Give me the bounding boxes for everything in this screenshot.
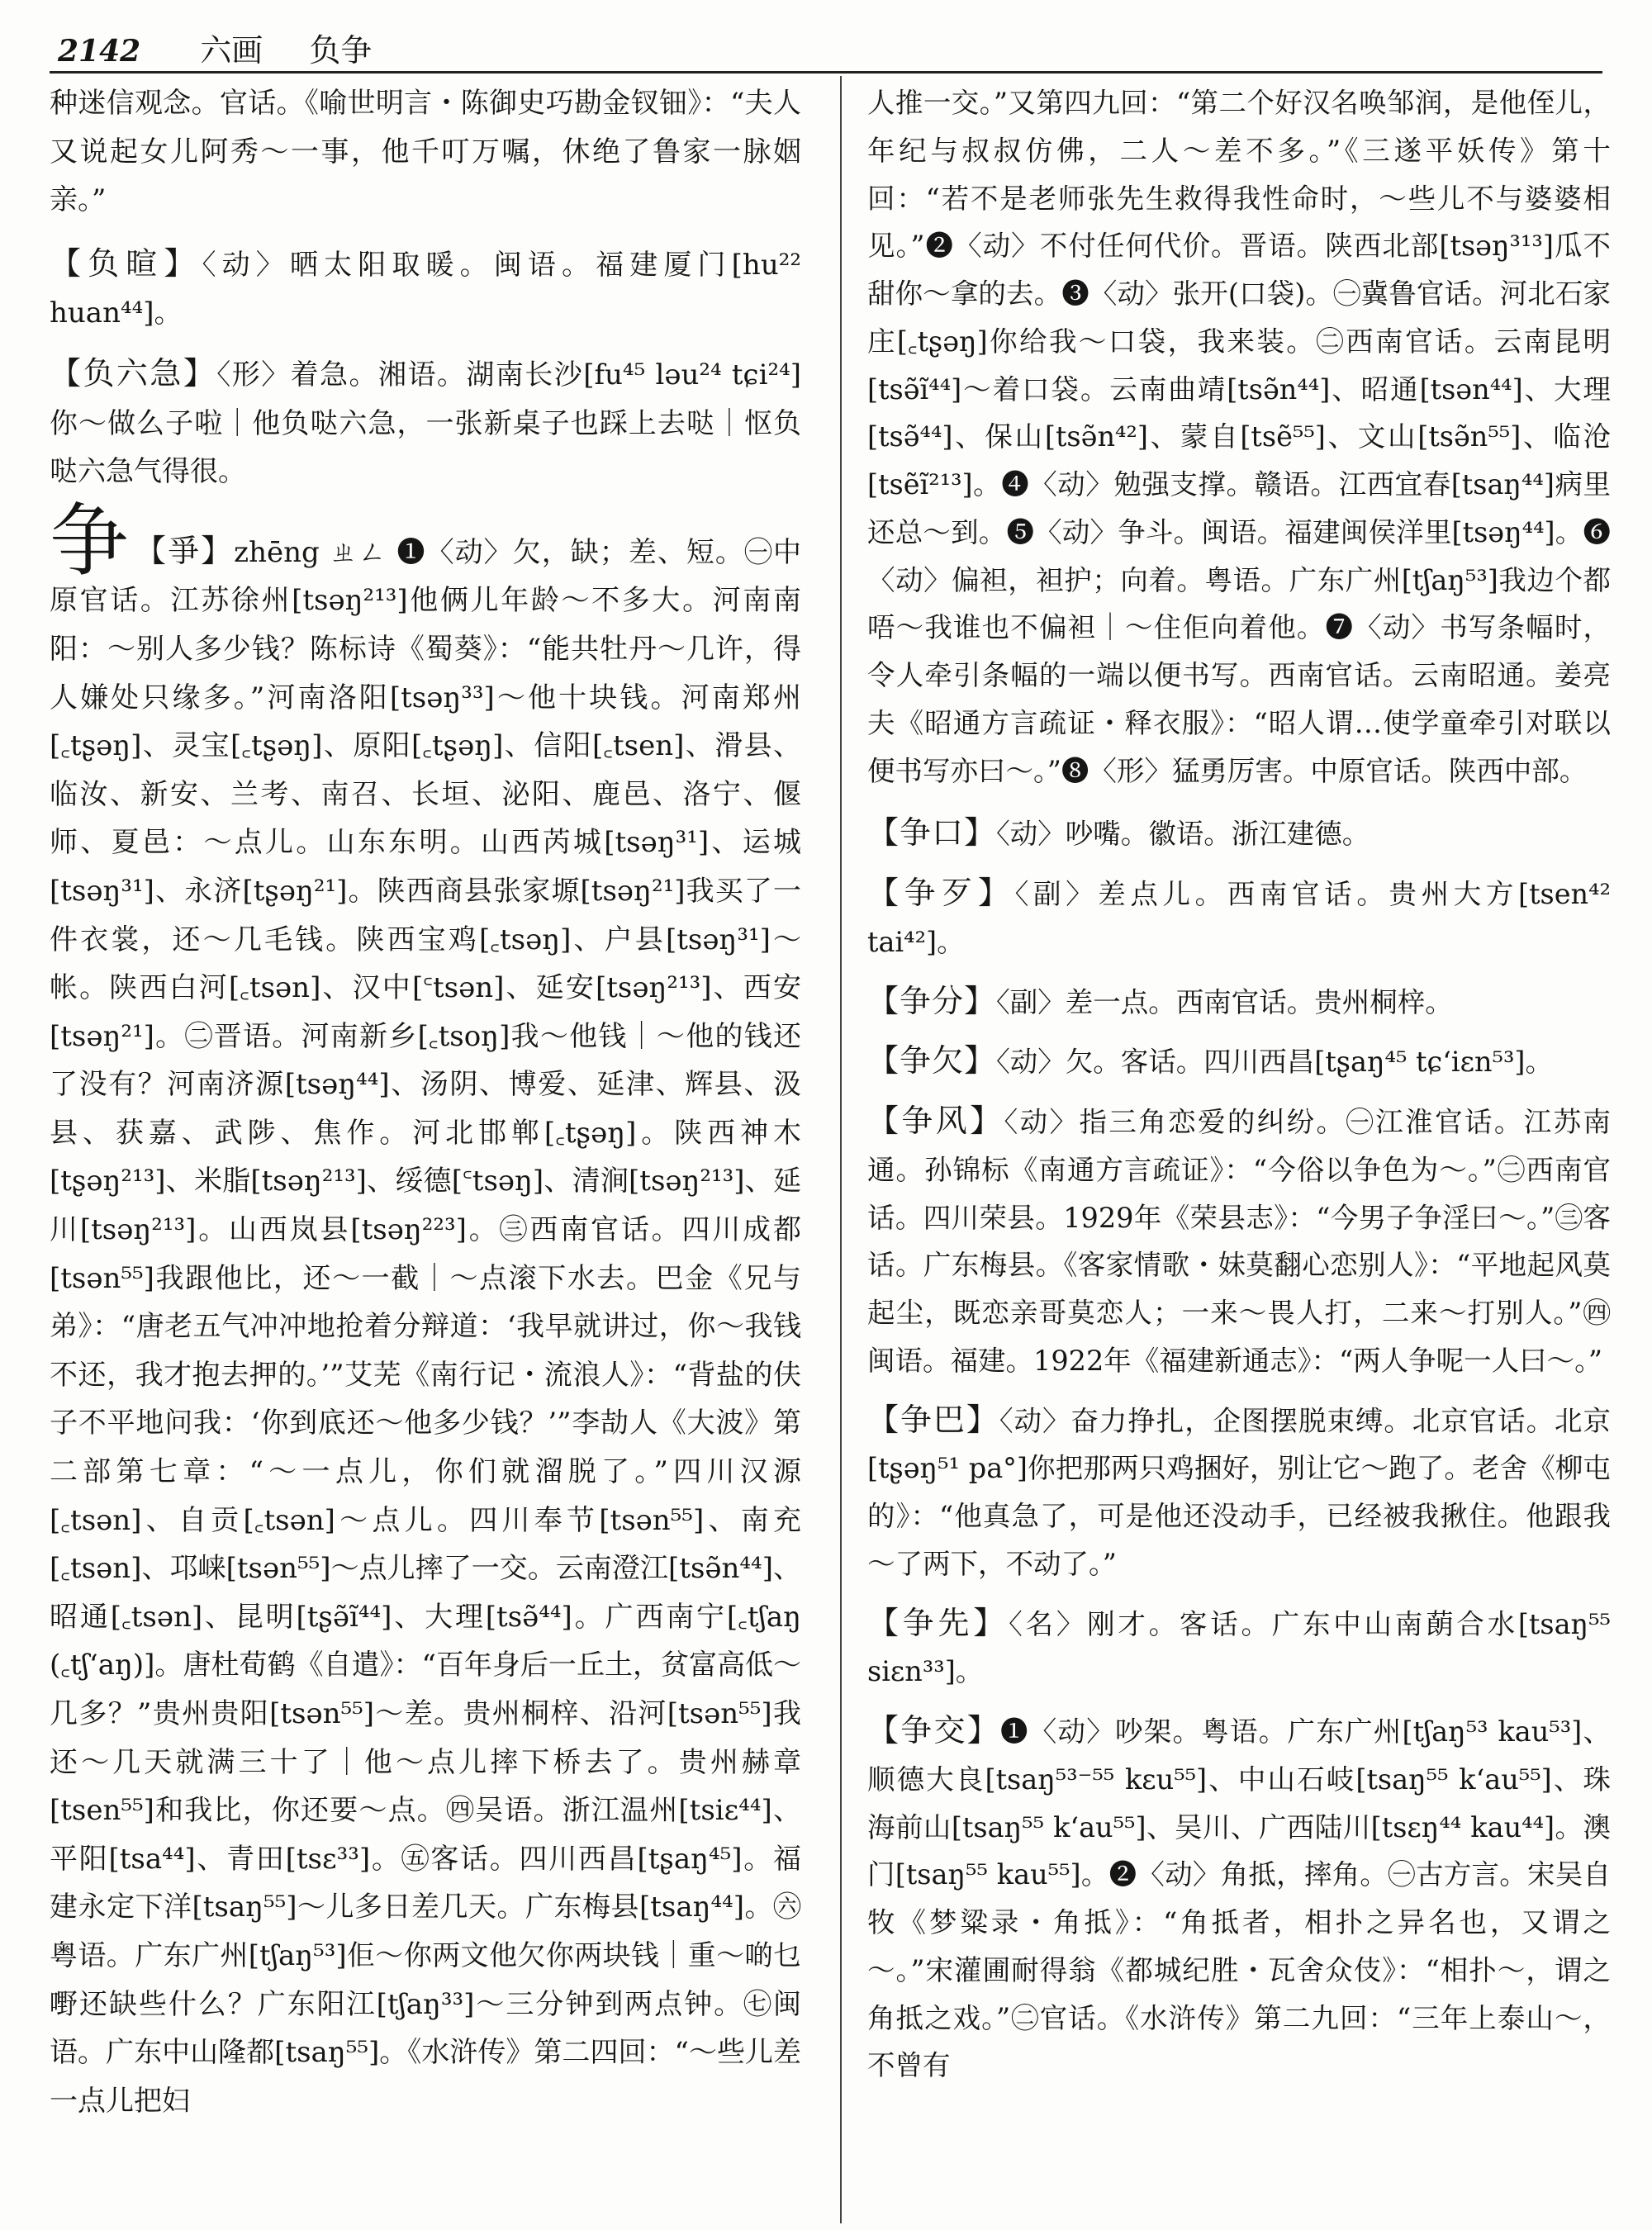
entry-text: 〈动〉奋力挣扎，企图摆脱束缚。北京官话。北京[tʂəŋ⁵¹ pa°]你把那两只鸡捆好，别让它～跑了。老舍《柳屯的》：“他真急了，可是他还没动手，已经被我揪住。他跟我～了两下，不动了。”	[867, 1404, 1611, 1580]
entry-zhengdai	[867, 870, 1611, 966]
entry-headword: 【争分】	[867, 982, 997, 1019]
entry-text: 〈副〉差一点。西南官话。贵州桐梓。	[996, 985, 1453, 1018]
entry-headword: 【负六急】	[50, 354, 217, 391]
entry-zhengfen	[867, 978, 1611, 1027]
entry-text: 〈形〉着急。湘语。湖南长沙[fu⁴⁵ ləu²⁴ tɕi²⁴] 你～做么子啦｜他负哒六急，一张新桌子也踩上去哒｜怄负哒六急气得很。	[50, 358, 801, 489]
entry-headword: 【争欠】	[867, 1042, 997, 1079]
entry-fuxuan	[50, 240, 801, 338]
entry-text: 种迷信观念。官话。《喻世明言・陈御史巧勘金钗钿》：“夫人又说起女儿阿秀～一事，他千叮万嘱，休绝了鲁家一脉姻亲。”	[50, 87, 801, 217]
entry-text: 〈副〉差点儿。西南官话。贵州大方[tsen⁴² tai⁴²]。	[867, 878, 1611, 958]
page-number: 2142	[58, 34, 141, 69]
entry-text: ❶〈动〉吵架。粤语。广东广州[tʃaŋ⁵³ kau⁵³]、顺德大良[tsaŋ⁵³⁻⁵⁵ kɛu⁵⁵]、中山石岐[tsaŋ⁵⁵ kʻau⁵⁵]、珠海前山[tsaŋ⁵⁵ kʻau⁵⁵]、吴川、广西陆川[tsɛŋ⁴⁴ kau⁴⁴]。澳门[tsaŋ⁵⁵ kau⁵⁵]。❷〈动〉角抵，摔角。㊀古方言。宋吴自牧《梦粱录・角抵》：“角抵者，相扑之异名也，又谓之～。”宋灌圃耐得翁《都城纪胜・瓦舍众伎》：“相扑～，谓之角抵之戏。”㊁官话。《水浒传》第二九回：“三年上泰山～，不曾有	[867, 1715, 1611, 2082]
entry-text: 人推一交。”又第四九回：“第二个好汉名唤邹润，是他侄儿，年纪与叔叔仿佛，二人～差不多。”《三遂平妖传》第十回：“若不是老师张先生救得我性命时，～些儿不与婆婆相见。”❷〈动〉不付任何代价。晋语。陕西北部[tsəŋ³¹³]瓜不甜你～拿的去。❸〈动〉张开(口袋)。㊀冀鲁官话。河北石家庄[꜀tʂəŋ]你给我～口袋，我来装。㊁西南官话。云南昆明[tsə̃ĩ⁴⁴]～着口袋。云南曲靖[tsə̃n⁴⁴]、昭通[tsən⁴⁴]、大理[tsə̃⁴⁴]、保山[tsə̃n⁴²]、蒙自[tsẽ⁵⁵]、文山[tsə̃n⁵⁵]、临沧[tsẽĩ²¹³]。❹〈动〉勉强支撑。赣语。江西宜春[tsaŋ⁴⁴]病里还总～到。❺〈动〉争斗。闽语。福建闽侯洋里[tsəŋ⁴⁴]。❻〈动〉偏袒，袒护；向着。粤语。广东广州[tʃaŋ⁵³]我边个都唔～我谁也不偏袒｜～住佢向着他。❼〈动〉书写条幅时，令人牵引条幅的一端以便书写。西南官话。云南昭通。姜亮夫《昭通方言疏证・释衣服》：“昭人谓…使学童牵引对联以便书写亦曰～。”❽〈形〉猛勇厉害。中原官话。陕西中部。	[867, 87, 1611, 787]
entry-zhengqian	[867, 1037, 1611, 1086]
entry-zhengba	[867, 1397, 1611, 1588]
entry-fuliuji	[50, 349, 801, 496]
entry-text: 〈动〉欠。客话。四川西昌[tʂaŋ⁴⁵ tɕʻiɛn⁵³]。	[996, 1046, 1553, 1079]
entry-zhengxian	[867, 1600, 1611, 1696]
entry-headword: 【爭】	[135, 532, 235, 569]
entry-continuation	[50, 79, 801, 225]
entry-zheng	[50, 494, 801, 2126]
entry-text: zhēng ㄓㄥ ❶〈动〉欠，缺；差、短。㊀中原官话。江苏徐州[tsəŋ²¹³]他俩儿年龄～不多大。河南南阳：～别人多少钱？陈标诗《蜀葵》：“能共牡丹～几许，得人嫌处只缘多。”河南洛阳[tsəŋ³³]～他十块钱。河南郑州[꜀tʂəŋ]、灵宝[꜀tʂəŋ]、原阳[꜀tʂəŋ]、信阳[꜀tsen]、滑县、临汝、新安、兰考、南召、长垣、泌阳、鹿邑、洛宁、偃师、夏邑：～点儿。山东东明。山西芮城[tsəŋ³¹]、运城[tsəŋ³¹]、永济[tʂəŋ²¹]。陕西商县张家塬[tsəŋ²¹]我买了一件衣裳，还～几毛钱。陕西宝鸡[꜀tsəŋ]、户县[tsəŋ³¹]～帐。陕西白河[꜀tsən]、汉中[꜂tsən]、延安[tsəŋ²¹³]、西安[tsəŋ²¹]。㊁晋语。河南新乡[꜀tsoŋ]我～他钱｜～他的钱还了没有？河南济源[tsəŋ⁴⁴]、汤阴、博爱、延津、辉县、汲县、获嘉、武陟、焦作。河北邯郸[꜀tʂəŋ]。陕西神木[tʂəŋ²¹³]、米脂[tsəŋ²¹³]、绥德[꜂tsəŋ]、清涧[tsəŋ²¹³]、延川[tsəŋ²¹³]。山西岚县[tsəŋ²²³]。㊂西南官话。四川成都[tsən⁵⁵]我跟他比，还～一截｜～点滚下水去。巴金《兄与弟》：“唐老五气冲冲地抢着分辩道：‘我早就讲过，你～我钱不还，我才抱去押的。’”艾芜《南行记・流浪人》：“背盐的伕子不平地问我：‘你到底还～他多少钱？’”李劼人《大波》第二部第七章：“～一点儿，你们就溜脱了。”四川汉源[꜀tsən]、自贡[꜀tsən]～点儿。四川奉节[tsən⁵⁵]、南充[꜀tsən]、邛崃[tsən⁵⁵]～点儿摔了一交。云南澄江[tsə̃n⁴⁴]、昭通[꜀tsən]、昆明[tʂə̃ĩ⁴⁴]、大理[tsə̃⁴⁴]。广西南宁[꜀tʃaŋ (꜀tʃʻaŋ)]。唐杜荀鹤《自遣》：“百年身后一丘土，贫富高低～几多？”贵州贵阳[tsən⁵⁵]～差。贵州桐梓、沿河[tsən⁵⁵]我还～几天就满三十了｜他～点儿摔下桥去了。贵州赫章[tsen⁵⁵]和我比，你还要～点。㊃吴语。浙江温州[tsiɛ⁴⁴]、平阳[tsa⁴⁴]、青田[tsɛ³³]。㊄客话。四川西昌[tʂaŋ⁴⁵]。福建永定下洋[tsaŋ⁵⁵]～儿多日差几天。广东梅县[tsaŋ⁴⁴]。㊅粤语。广东广州[tʃaŋ⁵³]佢～你两文他欠你两块钱｜重～啲乜嘢还缺些什么？广东阳江[tʃaŋ³³]～三分钟到两点钟。㊆闽语。广东中山隆都[tsaŋ⁵⁵]。《水浒传》第二四回：“～些儿差一点儿把妇	[50, 535, 801, 2118]
entry-text: 〈名〉刚才。客话。广东中山南蓢合水[tsaŋ⁵⁵ siɛn³³]。	[867, 1607, 1611, 1688]
header-rule	[50, 71, 1602, 74]
entry-text: 〈动〉吵嘴。徽语。浙江建德。	[996, 818, 1370, 851]
left-column	[50, 79, 801, 2137]
entry-zhengfeng	[867, 1098, 1611, 1385]
entry-headword: 【争风】	[867, 1103, 1004, 1139]
entry-headword: 【争交】	[867, 1712, 1001, 1748]
entry-text: 〈动〉指三角恋爱的纠纷。㊀江淮官话。江苏南通。孙锦标《南通方言疏证》：“今俗以争色为～。”㊁西南官话。四川荣县。1929年《荣县志》：“今男子争淫曰～。”㊂客话。广东梅县。《客家情歌・妹莫翻心恋别人》：“平地起风莫起尘，既恋亲哥莫恋人；一来～畏人打，二来～打别人。”㊃闽语。福建。1922年《福建新通志》：“两人争呢一人曰～。”	[867, 1106, 1611, 1377]
entry-headword: 【争巴】	[867, 1401, 999, 1438]
column-divider	[840, 76, 842, 2223]
entry-headword: 【争先】	[867, 1604, 1009, 1641]
page-header	[58, 25, 1611, 69]
entry-zhengjiao	[867, 1707, 1611, 2090]
entry-headword: 【争歹】	[867, 875, 1015, 911]
head-character: 争	[50, 494, 131, 587]
entry-continuation	[867, 79, 1611, 795]
entry-headword: 【负暄】	[50, 244, 202, 282]
entry-headword: 【争口】	[867, 814, 997, 852]
right-column	[867, 79, 1611, 2101]
section-label: 六画	[200, 32, 263, 69]
entry-zhengkou	[867, 809, 1611, 858]
entry-range: 负争	[309, 32, 373, 69]
entry-text: 〈动〉晒太阳取暖。闽语。福建厦门[hu²² huan⁴⁴]。	[50, 248, 801, 330]
